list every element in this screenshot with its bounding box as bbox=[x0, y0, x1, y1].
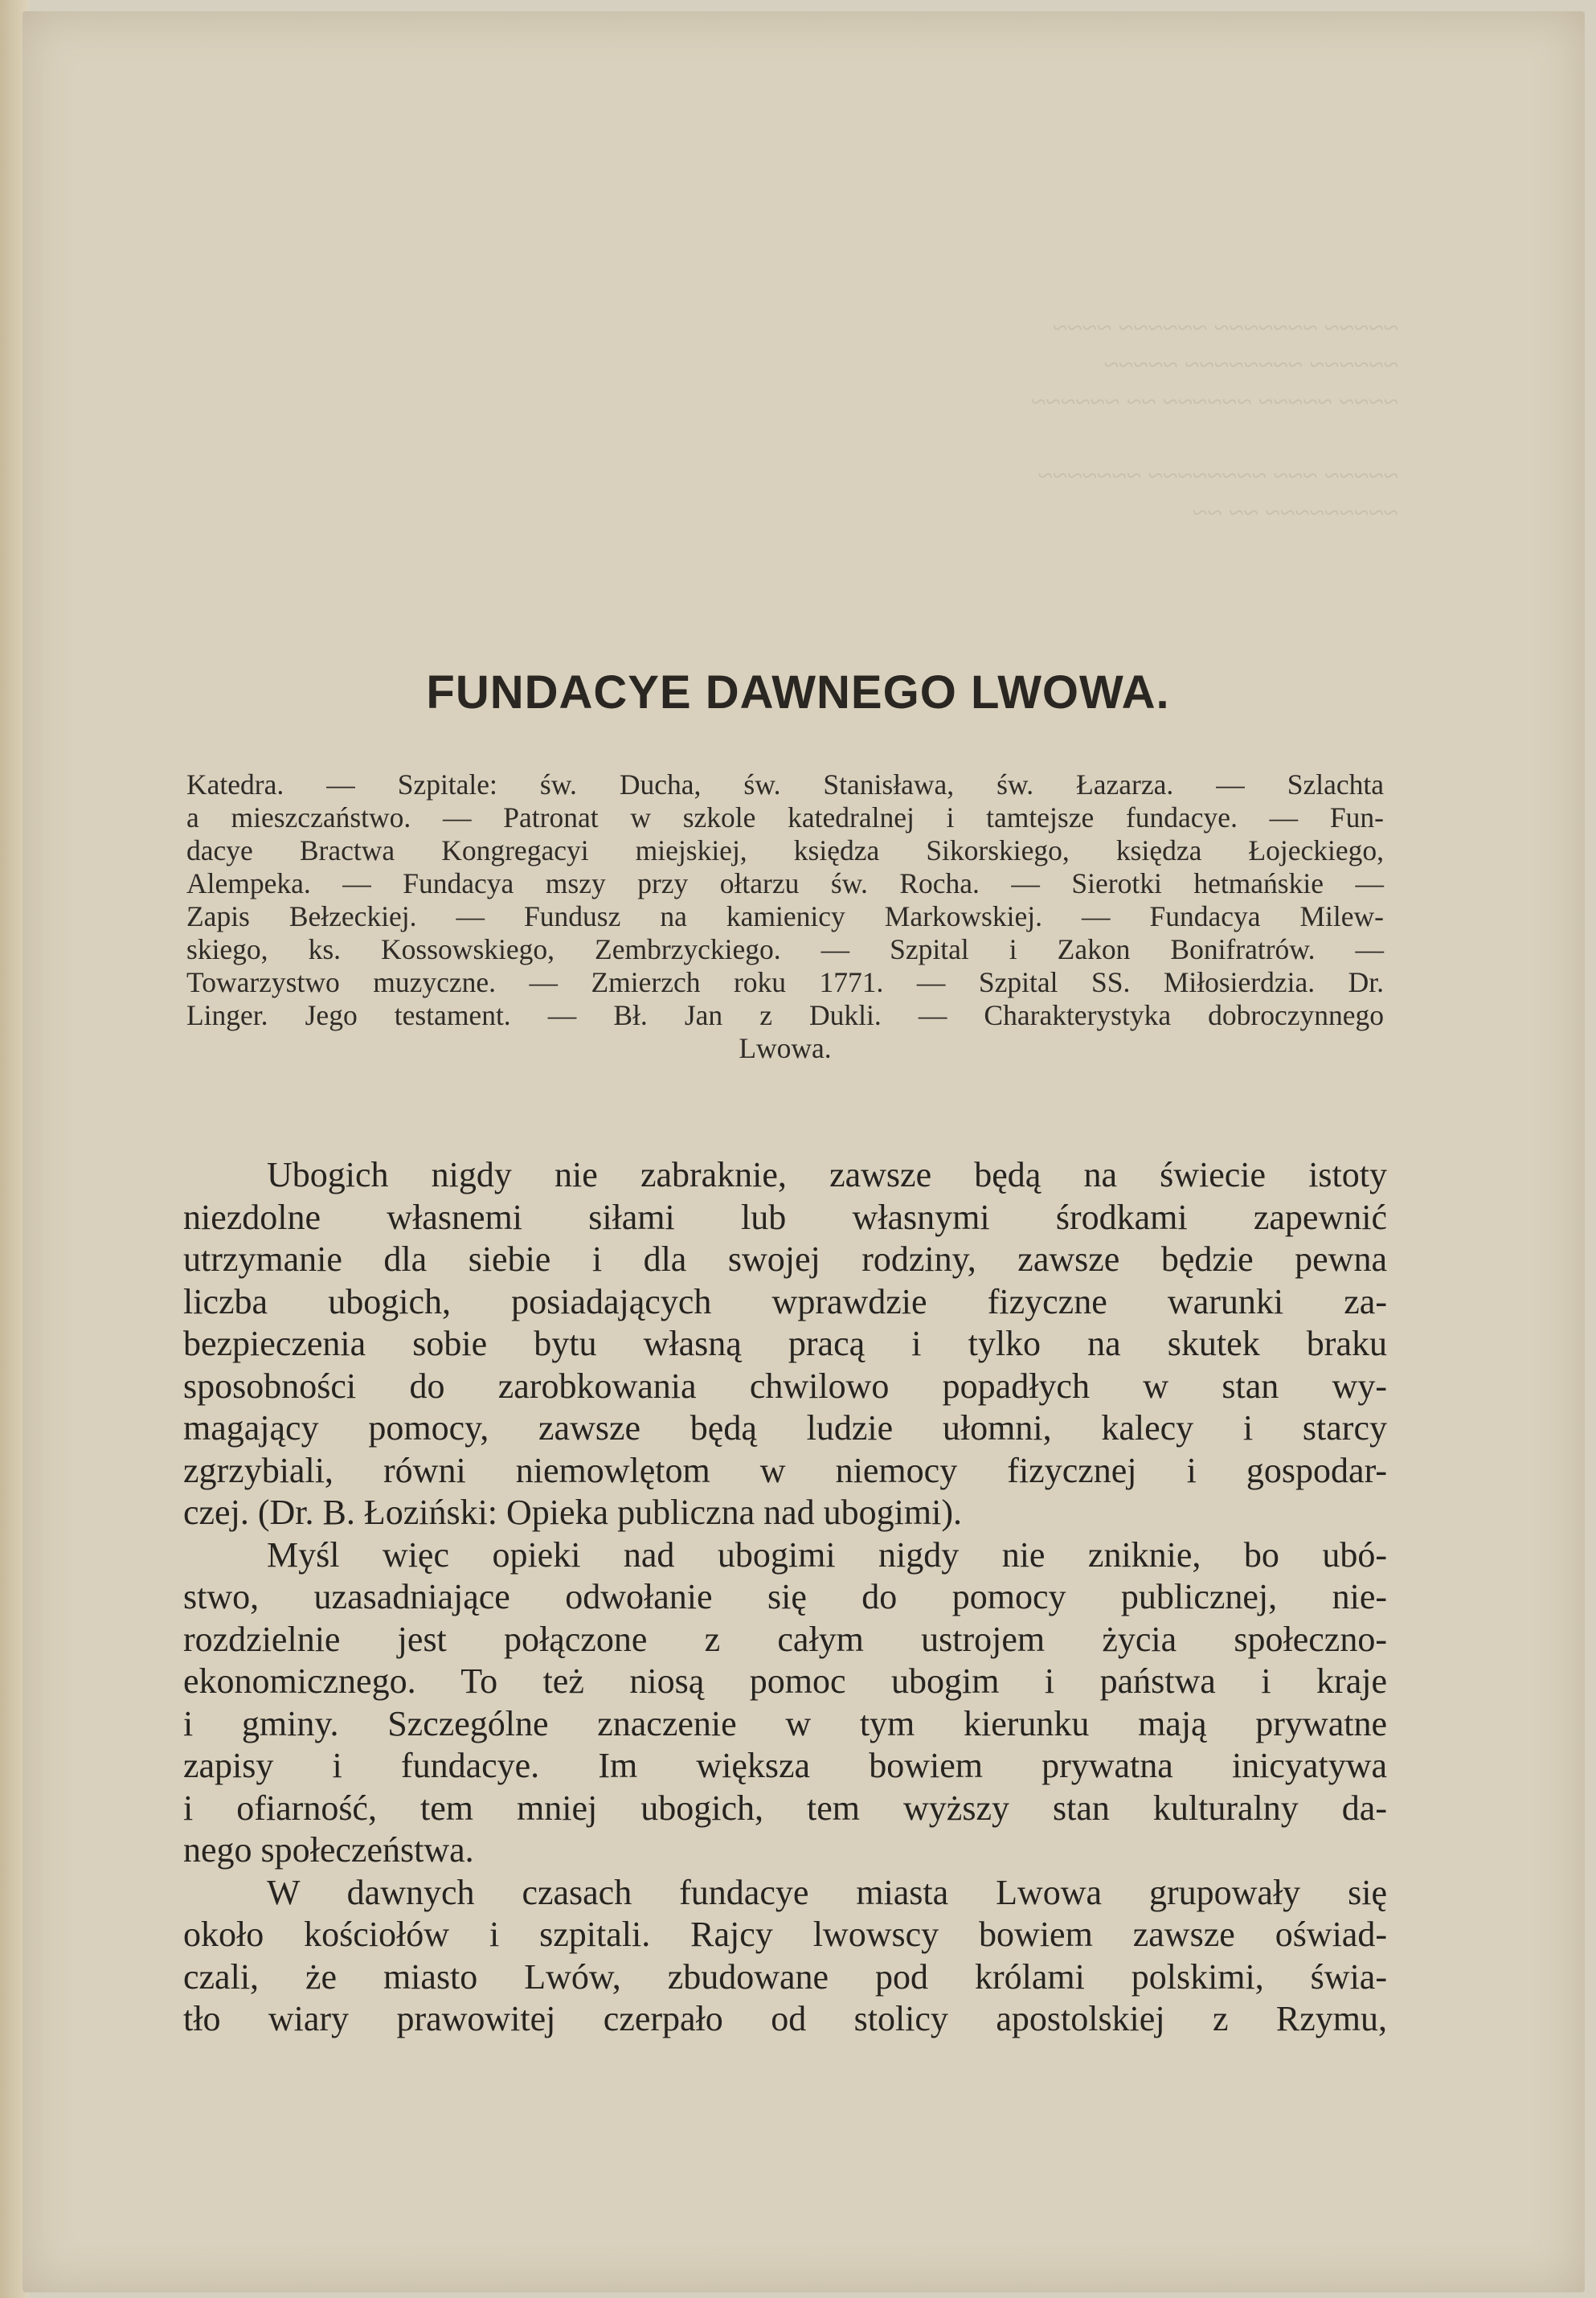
summary-line: Towarzystwo muzyczne. — Zmierzch roku 1771. — Szpital SS. Miłosierdzia. Dr. bbox=[186, 966, 1384, 998]
summary-line: skiego, ks. Kossowskiego, Zembrzyckiego. — Szpital i Zakon Bonifratrów. — bbox=[186, 933, 1384, 965]
paragraph-line: i ofiarność, tem mniej ubogich, tem wyższy stan kulturalny da- bbox=[183, 1788, 1387, 1828]
paragraph-line: bezpieczenia sobie bytu własną pracą i tylko na skutek braku bbox=[183, 1324, 1387, 1363]
paragraph-line: nego społeczeństwa. bbox=[183, 1830, 474, 1870]
paragraph-line: stwo, uzasadniające odwołanie się do pomocy publicznej, nie- bbox=[183, 1577, 1387, 1616]
paragraph-line: czej. (Dr. B. Łoziński: Opieka publiczna nad ubogimi). bbox=[183, 1493, 962, 1532]
summary-line: Lwowa. bbox=[739, 1032, 832, 1064]
paragraph-line: Myśl więc opieki nad ubogimi nigdy nie zniknie, bo ubó- bbox=[267, 1534, 1387, 1575]
paragraph-line: W dawnych czasach fundacye miasta Lwowa grupowały się bbox=[267, 1872, 1387, 1912]
paragraph-line: i gminy. Szczególne znaczenie w tym kierunku mają prywatne bbox=[183, 1703, 1387, 1743]
paragraph-line: magający pomocy, zawsze będą ludzie ułomni, kalecy i starcy bbox=[183, 1408, 1387, 1448]
summary-line: a mieszczaństwo. — Patronat w szkole katedralnej i tamtejsze fundacye. — Fun- bbox=[186, 801, 1384, 834]
summary-line: Alempeka. — Fundacya mszy przy ołtarzu św. Rocha. — Sierotki hetmańskie — bbox=[186, 867, 1384, 899]
show-through-text: ~~~~~ ~~~~~~~ ~~~~~~ ~~~~ ~~~~~~ ~~~~~~~~ ~~~~~ ~~~~ ~~~~~ ~~~~~~ ~~ ~~~~~~ ~~~~~ ~~~ ~~~~~~~~ ~~~~~~~ ~~~~~~~~~ ~~ ~~ bbox=[1030, 313, 1398, 528]
chapter-summary bbox=[186, 768, 1384, 1065]
paragraph-line: zapisy i fundacye. Im większa bowiem prywatna inicyatywa bbox=[183, 1746, 1387, 1785]
page-title: FUNDACYE DAWNEGO LWOWA. bbox=[426, 666, 1170, 719]
summary-line: Zapis Bełzeckiej. — Fundusz na kamienicy Markowskiej. — Fundacya Milew- bbox=[186, 900, 1384, 932]
paragraph-line: liczba ubogich, posiadających wprawdzie fizyczne warunki za- bbox=[183, 1281, 1387, 1321]
paragraph-line: zgrzybiali, równi niemowlętom w niemocy fizycznej i gospodar- bbox=[183, 1450, 1387, 1490]
paragraph-line: niezdolne własnemi siłami lub własnymi środkami zapewnić bbox=[183, 1197, 1387, 1237]
paragraph-line: rozdzielnie jest połączone z całym ustrojem życia społeczno- bbox=[183, 1619, 1387, 1659]
paragraph-line: czali, że miasto Lwów, zbudowane pod królami polskimi, świa- bbox=[183, 1956, 1387, 1997]
paragraph-line: sposobności do zarobkowania chwilowo popadłych w stan wy- bbox=[183, 1366, 1387, 1406]
paragraph-line: ekonomicznego. To też niosą pomoc ubogim i państwa i kraje bbox=[183, 1661, 1387, 1701]
summary-line: dacye Bractwa Kongregacyi miejskiej, księdza Sikorskiego, księdza Łojeckiego, bbox=[186, 834, 1384, 866]
body-text bbox=[183, 1154, 1387, 2041]
paragraph-line: Ubogich nigdy nie zabraknie, zawsze będą na świecie istoty bbox=[267, 1155, 1387, 1194]
paragraph-line: utrzymanie dla siebie i dla swojej rodziny, zawsze będzie pewna bbox=[183, 1239, 1387, 1279]
paragraph-line: około kościołów i szpitali. Rajcy lwowscy bowiem zawsze oświad- bbox=[183, 1915, 1387, 1954]
summary-line: Linger. Jego testament. — Bł. Jan z Dukli. — Charakterystyka dobroczynnego bbox=[186, 999, 1384, 1031]
summary-line: Katedra. — Szpitale: św. Ducha, św. Stanisława, św. Łazarza. — Szlachta bbox=[186, 768, 1384, 801]
paragraph-line: tło wiary prawowitej czerpało od stolicy apostolskiej z Rzymu, bbox=[183, 1999, 1387, 2038]
